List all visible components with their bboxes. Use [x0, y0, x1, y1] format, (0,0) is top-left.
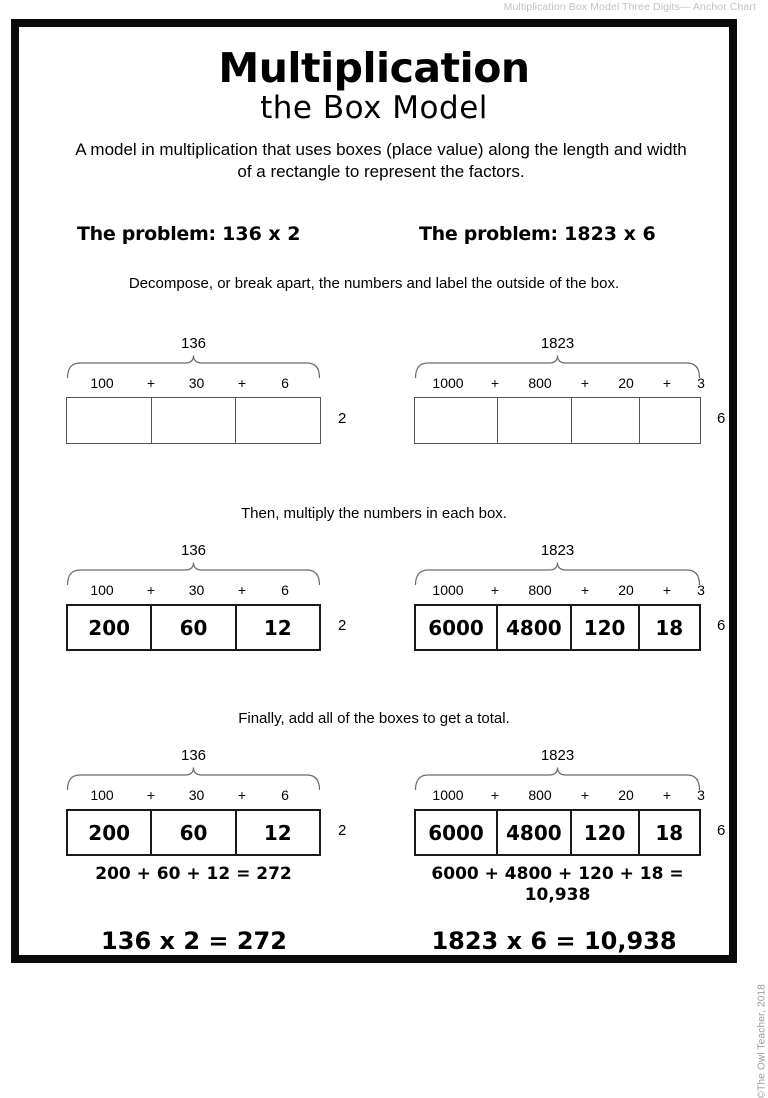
problem-right-label: The problem — [419, 223, 551, 245]
box-cell — [498, 398, 572, 443]
plus-sign: + — [662, 375, 672, 391]
box-cell — [415, 398, 498, 443]
part-value: 1000 — [432, 787, 464, 803]
plus-sign: + — [146, 375, 156, 391]
plus-sign: + — [490, 582, 500, 598]
final-answer-right: 1823 x 6 = 10,938 — [431, 927, 677, 955]
definition-text: A model in multiplication that uses boxes (place value) along the length and width of a rectangle to represent the factors. — [75, 140, 687, 182]
part-value: 3 — [697, 582, 705, 598]
model-multiplier: 6 — [717, 410, 726, 427]
model-total-label: 1823 — [540, 335, 575, 352]
model-multiplier: 6 — [717, 822, 726, 839]
box-model-grid-filled — [66, 604, 321, 651]
plus-sign: + — [237, 582, 247, 598]
box-cell: 4800 — [498, 811, 572, 854]
model-multiplier: 2 — [338, 822, 347, 839]
model-total-label: 1823 — [540, 747, 575, 764]
problem-left — [77, 223, 301, 245]
part-value: 6 — [281, 375, 289, 391]
plus-sign: + — [237, 375, 247, 391]
part-value: 3 — [697, 375, 705, 391]
box-cell: 18 — [655, 615, 684, 640]
plus-sign: + — [490, 375, 500, 391]
box-model-grid-filled — [66, 809, 321, 856]
box-cell — [152, 398, 237, 443]
page-subtitle: the Box Model — [260, 90, 488, 126]
model-total-label: 136 — [180, 335, 207, 352]
part-value: 20 — [618, 787, 634, 803]
model-multiplier: 2 — [338, 617, 347, 634]
part-value: 3 — [697, 787, 705, 803]
model-parts-row — [66, 788, 321, 802]
box-cell: 60 — [152, 606, 236, 649]
box-model-grid-filled — [414, 604, 701, 651]
plus-sign: + — [662, 787, 672, 803]
box-cell: 6000 — [416, 606, 498, 649]
box-cell: 18 — [655, 820, 684, 845]
part-value: 800 — [528, 375, 552, 391]
box-cell: 120 — [572, 606, 640, 649]
part-value: 30 — [188, 787, 205, 803]
part-value: 100 — [90, 582, 114, 598]
box-cell: 200 — [68, 606, 152, 649]
step-1-instruction: Decompose, or break apart, the numbers and label the outside of the box. — [128, 275, 620, 292]
problem-right-value: 1823 x 6 — [564, 223, 656, 245]
box-model-grid-filled — [414, 809, 701, 856]
problem-left-value: 136 x 2 — [222, 223, 301, 245]
problem-left-label: The problem — [77, 223, 209, 245]
box-model-grid-empty — [414, 397, 701, 444]
box-cell — [572, 398, 640, 443]
model-parts-row — [66, 583, 321, 597]
step-2-instruction: Then, multiply the numbers in each box. — [241, 505, 507, 522]
part-value: 20 — [618, 375, 634, 391]
part-value: 20 — [618, 582, 634, 598]
model-parts-row — [414, 787, 705, 803]
step-3-instruction: Finally, add all of the boxes to get a total. — [238, 710, 510, 727]
problem-left-colon: : — [208, 223, 217, 245]
sum-line-right-part1: 6000 + 4800 + 120 + 18 = — [431, 864, 684, 884]
copyright-credit: ©The Owl Teacher, 2018 — [756, 984, 767, 1098]
model-parts-row — [414, 375, 705, 391]
box-cell: 200 — [68, 811, 152, 854]
part-value: 100 — [90, 787, 114, 803]
model-total-label: 136 — [180, 747, 207, 764]
part-value: 800 — [528, 582, 552, 598]
plus-sign: + — [146, 787, 156, 803]
final-answer-left: 136 x 2 = 272 — [101, 927, 287, 955]
box-cell — [236, 398, 320, 443]
part-value: 30 — [188, 582, 205, 598]
page-title: Multiplication — [218, 44, 530, 92]
box-cell: 12 — [263, 615, 292, 640]
model-multiplier: 2 — [338, 410, 347, 427]
plus-sign: + — [580, 582, 590, 598]
box-cell: 4800 — [498, 606, 572, 649]
chart-content — [19, 27, 729, 955]
part-value: 30 — [188, 375, 205, 391]
plus-sign: + — [580, 787, 590, 803]
part-value: 100 — [90, 375, 114, 391]
document-header-note: Multiplication Box Model Three Digits— Anchor Chart — [503, 1, 756, 13]
box-cell: 6000 — [416, 811, 498, 854]
plus-sign: + — [662, 582, 672, 598]
sum-line-left: 200 + 60 + 12 = 272 — [95, 864, 292, 884]
problem-right — [419, 223, 656, 245]
box-cell: 120 — [572, 811, 640, 854]
problem-right-colon: : — [550, 223, 559, 245]
box-model-grid-empty — [66, 397, 321, 444]
plus-sign: + — [146, 582, 156, 598]
part-value: 800 — [528, 787, 552, 803]
box-cell — [640, 398, 700, 443]
plus-sign: + — [237, 787, 247, 803]
box-cell: 12 — [263, 820, 292, 845]
box-cell — [67, 398, 152, 443]
part-value: 6 — [281, 787, 289, 803]
model-multiplier: 6 — [717, 617, 726, 634]
model-parts-row — [414, 582, 705, 598]
model-total-label: 1823 — [540, 542, 575, 559]
part-value: 1000 — [432, 375, 464, 391]
problem-heading-row — [19, 223, 729, 251]
part-value: 1000 — [432, 582, 464, 598]
model-total-label: 136 — [180, 542, 207, 559]
plus-sign: + — [580, 375, 590, 391]
plus-sign: + — [490, 787, 500, 803]
model-parts-row — [66, 376, 321, 390]
sum-line-right — [406, 864, 709, 905]
part-value: 6 — [281, 582, 289, 598]
anchor-chart-frame — [11, 19, 737, 963]
sum-line-right-part2: 10,938 — [524, 884, 591, 905]
box-cell: 60 — [152, 811, 236, 854]
